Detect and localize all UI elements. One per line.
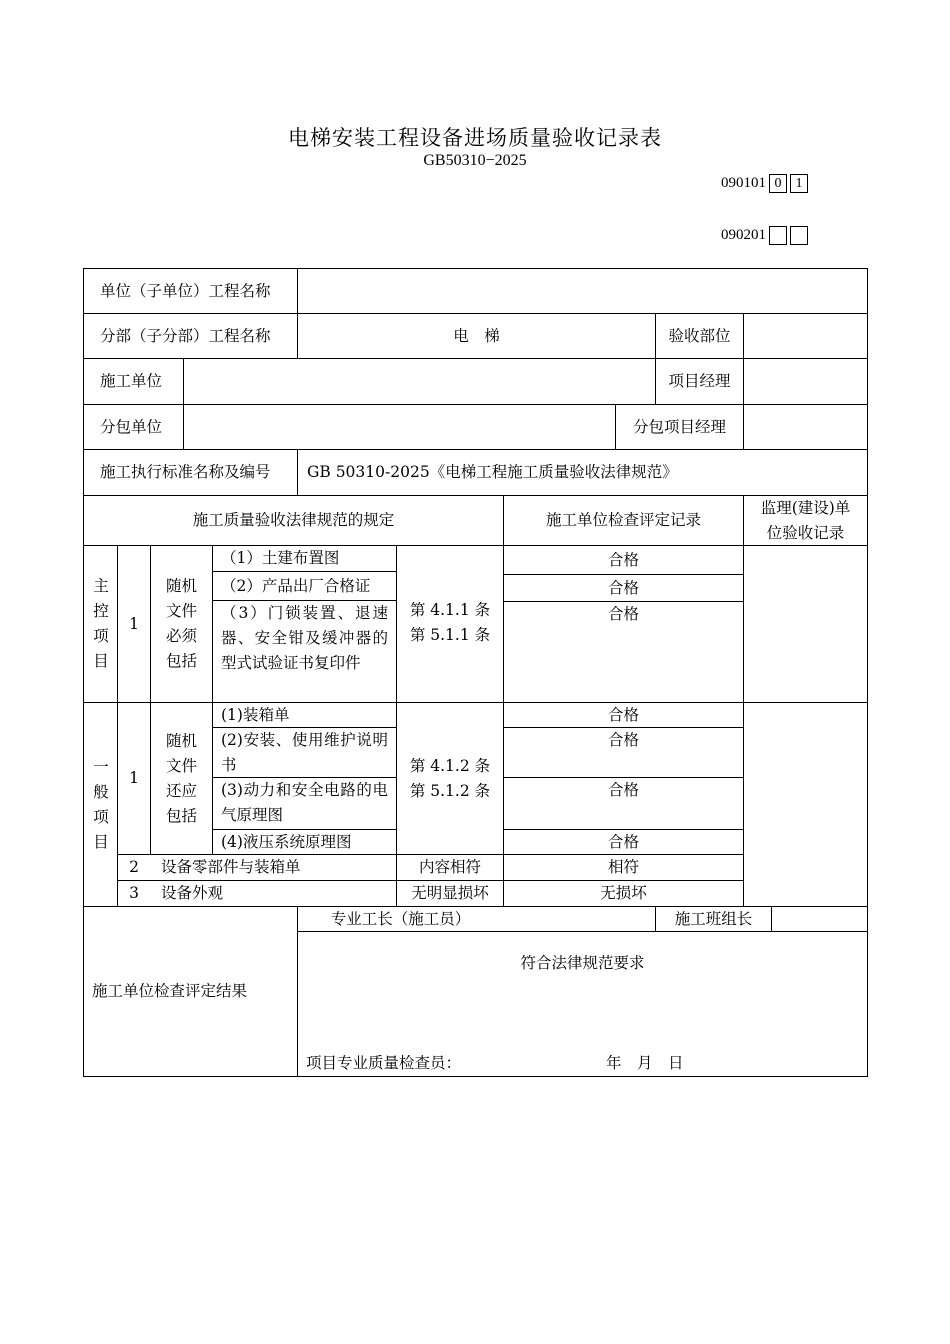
sub-project-field[interactable]: 电 梯 xyxy=(453,326,500,345)
general-item-no: 1 xyxy=(129,769,139,787)
general-item-4: (4)液压系统原理图 xyxy=(221,832,352,851)
form-code-1 xyxy=(721,174,808,193)
project-manager-field[interactable] xyxy=(744,359,867,404)
main-control-result-3[interactable]: 合格 xyxy=(607,605,639,623)
unit-project-field[interactable] xyxy=(298,269,867,313)
subcontract-manager-label: 分包项目经理 xyxy=(632,417,726,436)
acceptance-part-label: 验收部位 xyxy=(668,326,731,345)
form-code-2 xyxy=(721,226,808,245)
conclusion-text[interactable]: 符合法律规范要求 xyxy=(520,953,645,972)
general-result-3[interactable]: 合格 xyxy=(607,781,639,799)
form-code-1-box-2[interactable]: 1 xyxy=(790,174,808,193)
subcontract-unit-field[interactable] xyxy=(184,405,615,449)
general-result-4[interactable]: 合格 xyxy=(607,832,639,851)
main-control-result-2[interactable]: 合格 xyxy=(607,578,639,597)
general-row-3-no: 3 xyxy=(129,884,139,902)
team-leader-field[interactable] xyxy=(772,907,867,931)
result-section-label: 施工单位检查评定结果 xyxy=(92,982,248,1000)
column-header-record: 施工单位检查评定记录 xyxy=(545,511,701,529)
standard-label: 施工执行标准名称及编号 xyxy=(100,463,271,481)
date-label: 年 月 日 xyxy=(606,1053,684,1072)
sub-project-label: 分部（子分部）工程名称 xyxy=(100,326,271,345)
form-code-2-box-2[interactable] xyxy=(790,226,808,245)
general-item-2: (2)安装、使用维护说明书 xyxy=(221,731,388,774)
main-control-group-label: 主 控 项 目 xyxy=(93,577,109,670)
general-row-3-requirement: 无明显损坏 xyxy=(411,884,489,902)
column-header-spec: 施工质量验收法律规范的规定 xyxy=(192,511,395,529)
main-control-supervision-field[interactable] xyxy=(744,546,867,702)
general-group-label: 一 般 项 目 xyxy=(93,757,109,851)
form-code-1-box-1[interactable]: 0 xyxy=(769,174,787,193)
general-row-2-no: 2 xyxy=(129,858,139,876)
construction-unit-label: 施工单位 xyxy=(100,372,163,390)
standard-field[interactable]: GB 50310-2025《电梯工程施工质量验收法律规范》 xyxy=(307,463,678,481)
general-row-2-requirement: 内容相符 xyxy=(418,858,481,876)
main-control-clauses: 第 4.1.1 条 第 5.1.1 条 xyxy=(409,601,491,644)
main-control-item-3: （3）门锁装置、退速器、安全钳及缓冲器的型式试验证书复印件 xyxy=(221,604,388,672)
subcontract-manager-field[interactable] xyxy=(744,405,867,449)
general-item-3: (3)动力和安全电路的电气原理图 xyxy=(221,781,388,824)
general-row-2-text: 设备零部件与装箱单 xyxy=(161,858,301,876)
standard-code: GB50310−2025 xyxy=(423,152,527,169)
general-result-2[interactable]: 合格 xyxy=(607,731,639,749)
column-header-supervision: 监理(建设)单位验收记录 xyxy=(760,498,851,542)
team-leader-label: 施工班组长 xyxy=(674,909,753,928)
main-control-item-no: 1 xyxy=(129,614,139,633)
main-control-item-1: （1）土建布置图 xyxy=(221,549,340,567)
form-code-2-prefix: 090201 xyxy=(721,227,766,243)
general-clauses: 第 4.1.2 条 第 5.1.2 条 xyxy=(409,756,491,800)
general-supervision-field[interactable] xyxy=(744,703,867,906)
general-result-1[interactable]: 合格 xyxy=(607,705,639,724)
main-control-category: 随机 文件 必须 包括 xyxy=(165,577,197,670)
foreman-field[interactable] xyxy=(504,907,655,931)
main-control-result-1[interactable]: 合格 xyxy=(607,550,639,569)
form-code-2-box-1[interactable] xyxy=(769,226,787,245)
inspector-label: 项目专业质量检查员： xyxy=(306,1053,462,1072)
main-control-item-2: （2）产品出厂合格证 xyxy=(221,576,371,595)
general-category: 随机 文件 还应 包括 xyxy=(165,731,197,825)
general-item-1: (1)装箱单 xyxy=(221,705,290,724)
general-row-3-text: 设备外观 xyxy=(161,884,224,902)
acceptance-part-field[interactable] xyxy=(744,314,867,358)
general-row-3-result[interactable]: 无损坏 xyxy=(600,884,647,902)
project-manager-label: 项目经理 xyxy=(668,372,731,390)
subcontract-unit-label: 分包单位 xyxy=(100,417,163,436)
unit-project-label: 单位（子单位）工程名称 xyxy=(100,281,271,300)
page-title: 电梯安装工程设备进场质量验收记录表 xyxy=(288,126,662,150)
general-row-2-result[interactable]: 相符 xyxy=(607,858,639,876)
form-code-1-prefix: 090101 xyxy=(721,175,766,191)
construction-unit-field[interactable] xyxy=(184,359,655,404)
foreman-label: 专业工长（施工员） xyxy=(330,909,471,928)
